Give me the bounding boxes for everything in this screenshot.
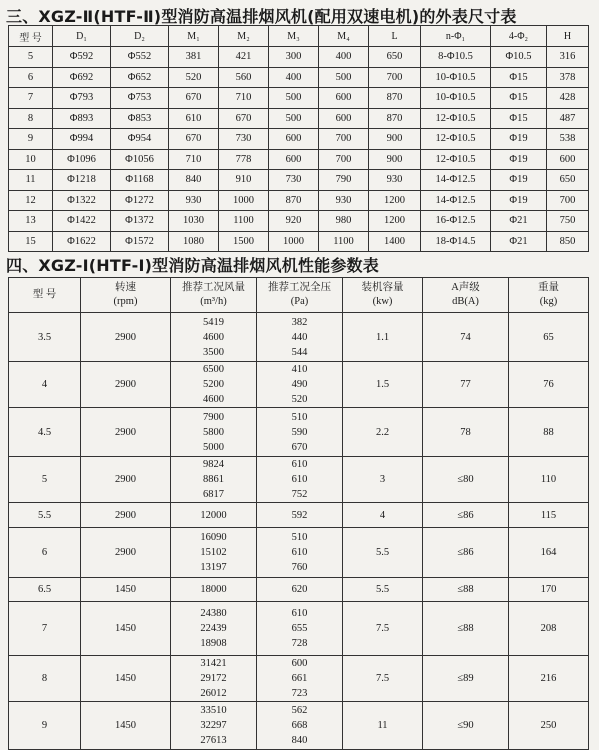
model-cell: 6 — [9, 528, 81, 578]
dimensions-cell: 16-Φ12.5 — [421, 211, 491, 232]
dimensions-cell: 18-Φ14.5 — [421, 231, 491, 252]
dimensions-cell: 980 — [319, 211, 369, 232]
power-cell: 4 — [343, 503, 423, 528]
flow-value: 18908 — [200, 638, 227, 649]
dimensions-cell: Φ1272 — [111, 190, 169, 211]
weight-cell: 115 — [509, 503, 589, 528]
performance-header-line: 推荐工况风量 — [182, 282, 245, 293]
pressure-cell — [257, 528, 343, 578]
performance-row — [9, 408, 589, 457]
weight-cell: 170 — [509, 578, 589, 602]
dimensions-cell: 930 — [369, 170, 421, 191]
pressure-value: 610 — [291, 459, 308, 470]
dimensions-cell: 600 — [319, 108, 369, 129]
dimensions-row — [9, 190, 589, 211]
dimensions-header-cell: M₁ — [169, 26, 219, 47]
dimensions-cell: Φ21 — [491, 231, 547, 252]
noise-cell: ≤86 — [423, 503, 509, 528]
dimensions-cell: 730 — [269, 170, 319, 191]
noise-cell: ≤86 — [423, 528, 509, 578]
flow-cell — [171, 602, 257, 656]
weight-cell: 76 — [509, 362, 589, 408]
performance-row — [9, 313, 589, 362]
dimensions-cell: Φ1372 — [111, 211, 169, 232]
performance-header-line: (rpm) — [113, 296, 138, 307]
dimensions-cell: Φ19 — [491, 190, 547, 211]
flow-cell — [171, 313, 257, 362]
noise-cell: ≤88 — [423, 578, 509, 602]
weight-cell: 110 — [509, 457, 589, 503]
flow-value: 27613 — [200, 735, 227, 746]
model-cell: 5.5 — [9, 503, 81, 528]
dimensions-cell: 400 — [269, 67, 319, 88]
dimensions-cell: Φ552 — [111, 47, 169, 68]
performance-header-line: A声级 — [451, 282, 480, 293]
dimensions-cell: 930 — [169, 190, 219, 211]
flow-value: 7900 — [203, 411, 224, 423]
rpm-cell: 2900 — [81, 313, 171, 362]
pressure-value: 600 — [291, 658, 308, 669]
dimensions-cell: Φ1422 — [53, 211, 111, 232]
noise-cell: ≤90 — [423, 702, 509, 750]
flow-value: 5000 — [203, 441, 224, 453]
dimensions-cell: 487 — [547, 108, 589, 129]
noise-cell: 78 — [423, 408, 509, 457]
dimensions-cell: 790 — [319, 170, 369, 191]
power-cell: 11 — [343, 702, 423, 750]
dimensions-cell: Φ15 — [491, 108, 547, 129]
dimensions-cell: Φ21 — [491, 211, 547, 232]
dimensions-cell: Φ692 — [53, 67, 111, 88]
power-cell: 3 — [343, 457, 423, 503]
pressure-value: 410 — [291, 364, 308, 375]
noise-cell: ≤80 — [423, 457, 509, 503]
flow-value: 6500 — [203, 364, 224, 375]
dimensions-cell: 1200 — [369, 211, 421, 232]
dimensions-cell: Φ652 — [111, 67, 169, 88]
dimensions-table — [8, 25, 589, 252]
dimensions-row — [9, 108, 589, 129]
flow-value: 26012 — [200, 688, 227, 699]
dimensions-header-cell: n-Φ₁ — [421, 26, 491, 47]
flow-value: 12000 — [200, 509, 227, 521]
dimensions-cell: 710 — [169, 149, 219, 170]
performance-header-cell — [343, 278, 423, 313]
dimensions-cell: 14-Φ12.5 — [421, 170, 491, 191]
dimensions-cell: 1080 — [169, 231, 219, 252]
dimensions-row — [9, 149, 589, 170]
dimensions-cell: Φ753 — [111, 88, 169, 109]
dimensions-cell: Φ15 — [491, 67, 547, 88]
dimensions-cell: 1030 — [169, 211, 219, 232]
dimensions-cell: 12-Φ10.5 — [421, 129, 491, 150]
weight-cell: 164 — [509, 528, 589, 578]
performance-row — [9, 528, 589, 578]
power-cell: 1.1 — [343, 313, 423, 362]
dimensions-cell: 13 — [9, 211, 53, 232]
section3-title: 三、XGZ-Ⅱ(HTF-Ⅱ)型消防高温排烟风机(配用双速电机)的外表尺寸表 — [6, 7, 517, 26]
dimensions-header-cell: M₄ — [319, 26, 369, 47]
dimensions-row — [9, 47, 589, 68]
flow-value: 5419 — [203, 316, 224, 328]
pressure-cell — [257, 457, 343, 503]
rpm-cell: 2900 — [81, 457, 171, 503]
dimensions-cell: 8-Φ10.5 — [421, 47, 491, 68]
dimensions-cell: Φ1056 — [111, 149, 169, 170]
performance-header-line: 型 号 — [32, 289, 57, 300]
dimensions-cell: 1000 — [269, 231, 319, 252]
noise-cell: 74 — [423, 313, 509, 362]
performance-row — [9, 578, 589, 602]
dimensions-header-cell: D₁ — [53, 26, 111, 47]
dimensions-cell: 600 — [319, 88, 369, 109]
dimensions-cell: 920 — [269, 211, 319, 232]
model-cell: 4.5 — [9, 408, 81, 457]
dimensions-cell: 400 — [319, 47, 369, 68]
dimensions-row — [9, 170, 589, 191]
dimensions-cell: 870 — [269, 190, 319, 211]
dimensions-cell: Φ592 — [53, 47, 111, 68]
dimensions-cell: 670 — [169, 88, 219, 109]
performance-header-line: (kw) — [372, 296, 393, 307]
dimensions-row — [9, 67, 589, 88]
pressure-cell — [257, 503, 343, 528]
dimensions-cell: 12-Φ10.5 — [421, 149, 491, 170]
model-cell: 6.5 — [9, 578, 81, 602]
dimensions-header-cell: 4-Φ₂ — [491, 26, 547, 47]
performance-header-line: dB(A) — [452, 296, 479, 307]
dimensions-cell: 910 — [219, 170, 269, 191]
weight-cell: 250 — [509, 702, 589, 750]
dimensions-cell: 378 — [547, 67, 589, 88]
flow-value: 22439 — [200, 623, 227, 634]
dimensions-cell: 700 — [319, 129, 369, 150]
dimensions-cell: Φ1572 — [111, 231, 169, 252]
dimensions-cell: 1100 — [319, 231, 369, 252]
dimensions-cell: 870 — [369, 108, 421, 129]
flow-value: 15102 — [200, 547, 227, 558]
performance-header-cell — [9, 278, 81, 313]
dimensions-cell: Φ994 — [53, 129, 111, 150]
flow-cell — [171, 656, 257, 702]
model-cell: 9 — [9, 702, 81, 750]
pressure-value: 655 — [291, 623, 308, 634]
dimensions-cell: 6 — [9, 67, 53, 88]
rpm-cell: 1450 — [81, 702, 171, 750]
pressure-value: 510 — [291, 411, 308, 423]
dimensions-header-cell: L — [369, 26, 421, 47]
pressure-value: 723 — [291, 688, 308, 699]
performance-row — [9, 702, 589, 750]
pressure-value: 728 — [291, 638, 308, 649]
noise-cell: ≤89 — [423, 656, 509, 702]
dimensions-cell: 316 — [547, 47, 589, 68]
performance-header-cell — [423, 278, 509, 313]
performance-header-line: 装机容量 — [361, 282, 404, 293]
pressure-cell — [257, 578, 343, 602]
performance-header-cell — [171, 278, 257, 313]
dimensions-cell: 381 — [169, 47, 219, 68]
dimensions-cell: 600 — [269, 149, 319, 170]
flow-value: 16090 — [200, 532, 227, 543]
dimensions-cell: 12-Φ10.5 — [421, 108, 491, 129]
dimensions-cell: 11 — [9, 170, 53, 191]
dimensions-cell: Φ1622 — [53, 231, 111, 252]
rpm-cell: 2900 — [81, 503, 171, 528]
weight-cell: 65 — [509, 313, 589, 362]
dimensions-cell: 538 — [547, 129, 589, 150]
performance-header-line: 推荐工况全压 — [268, 282, 331, 293]
dimensions-cell: Φ793 — [53, 88, 111, 109]
flow-value: 6817 — [203, 489, 224, 500]
dimensions-cell: Φ1322 — [53, 190, 111, 211]
dimensions-cell: Φ15 — [491, 88, 547, 109]
performance-row — [9, 457, 589, 503]
performance-row — [9, 656, 589, 702]
flow-cell — [171, 578, 257, 602]
dimensions-cell: 730 — [219, 129, 269, 150]
noise-cell: ≤88 — [423, 602, 509, 656]
dimensions-cell: 700 — [547, 190, 589, 211]
flow-value: 5800 — [203, 426, 224, 438]
dimensions-cell: Φ19 — [491, 170, 547, 191]
weight-cell: 216 — [509, 656, 589, 702]
dimensions-row — [9, 231, 589, 252]
dimensions-cell: Φ893 — [53, 108, 111, 129]
dimensions-cell: 1000 — [219, 190, 269, 211]
pressure-value: 592 — [291, 509, 308, 521]
dimensions-row — [9, 211, 589, 232]
performance-header-cell — [257, 278, 343, 313]
flow-value: 13197 — [200, 562, 227, 573]
pressure-value: 610 — [291, 474, 308, 485]
flow-value: 32297 — [200, 720, 227, 731]
pressure-value: 562 — [291, 705, 308, 716]
pressure-value: 760 — [291, 562, 308, 573]
dimensions-cell: 1400 — [369, 231, 421, 252]
pressure-value: 840 — [291, 735, 308, 746]
flow-cell — [171, 528, 257, 578]
pressure-cell — [257, 362, 343, 408]
rpm-cell: 2900 — [81, 362, 171, 408]
rpm-cell: 2900 — [81, 408, 171, 457]
flow-value: 33510 — [200, 705, 227, 716]
dimensions-cell: 650 — [547, 170, 589, 191]
dimensions-cell: 10 — [9, 149, 53, 170]
dimensions-cell: 670 — [169, 129, 219, 150]
dimensions-cell: 8 — [9, 108, 53, 129]
flow-value: 29172 — [200, 673, 227, 684]
dimensions-cell: 850 — [547, 231, 589, 252]
dimensions-cell: Φ19 — [491, 129, 547, 150]
dimensions-cell: 700 — [319, 149, 369, 170]
dimensions-cell: 421 — [219, 47, 269, 68]
dimensions-cell: 300 — [269, 47, 319, 68]
dimensions-header-cell: 型 号 — [9, 26, 53, 47]
pressure-cell — [257, 602, 343, 656]
rpm-cell: 1450 — [81, 602, 171, 656]
dimensions-cell: 670 — [219, 108, 269, 129]
dimensions-cell: 9 — [9, 129, 53, 150]
dimensions-header-cell: M₃ — [269, 26, 319, 47]
pressure-value: 752 — [291, 489, 308, 500]
dimensions-cell: 500 — [269, 88, 319, 109]
section4-title: 四、XGZ-Ⅰ(HTF-Ⅰ)型消防高温排烟风机性能参数表 — [6, 256, 379, 275]
flow-cell — [171, 503, 257, 528]
weight-cell: 208 — [509, 602, 589, 656]
rpm-cell: 2900 — [81, 528, 171, 578]
flow-value: 18000 — [200, 584, 227, 595]
pressure-value: 382 — [291, 316, 308, 328]
performance-header-cell — [81, 278, 171, 313]
rpm-cell: 1450 — [81, 578, 171, 602]
power-cell: 5.5 — [343, 578, 423, 602]
dimensions-cell: 500 — [269, 108, 319, 129]
flow-value: 4600 — [203, 394, 224, 405]
dimensions-cell: 10-Φ10.5 — [421, 67, 491, 88]
dimensions-cell: 10-Φ10.5 — [421, 88, 491, 109]
dimensions-header-cell: D₂ — [111, 26, 169, 47]
performance-header-line: 重量 — [538, 282, 559, 293]
noise-cell: 77 — [423, 362, 509, 408]
performance-header-line: 转速 — [115, 282, 136, 293]
flow-cell — [171, 408, 257, 457]
power-cell: 7.5 — [343, 656, 423, 702]
pressure-value: 610 — [291, 547, 308, 558]
power-cell: 2.2 — [343, 408, 423, 457]
flow-value: 5200 — [203, 379, 224, 390]
dimensions-cell: Φ853 — [111, 108, 169, 129]
dimensions-cell: 650 — [369, 47, 421, 68]
dimensions-cell: Φ10.5 — [491, 47, 547, 68]
dimensions-cell: 12 — [9, 190, 53, 211]
pressure-value: 520 — [291, 394, 308, 405]
flow-value: 9824 — [203, 459, 224, 470]
dimensions-cell: 1100 — [219, 211, 269, 232]
pressure-value: 490 — [291, 379, 308, 390]
performance-header-cell — [509, 278, 589, 313]
dimensions-cell: 900 — [369, 149, 421, 170]
weight-cell: 88 — [509, 408, 589, 457]
dimensions-cell: 560 — [219, 67, 269, 88]
pressure-value: 440 — [291, 331, 308, 343]
dimensions-cell: 15 — [9, 231, 53, 252]
dimensions-cell: 600 — [547, 149, 589, 170]
pressure-cell — [257, 408, 343, 457]
dimensions-row — [9, 88, 589, 109]
dimensions-cell: 5 — [9, 47, 53, 68]
flow-value: 24380 — [200, 608, 227, 619]
dimensions-cell: 870 — [369, 88, 421, 109]
flow-cell — [171, 362, 257, 408]
model-cell: 3.5 — [9, 313, 81, 362]
dimensions-cell: Φ1168 — [111, 170, 169, 191]
dimensions-cell: 930 — [319, 190, 369, 211]
rpm-cell: 1450 — [81, 656, 171, 702]
dimensions-header-cell: M₂ — [219, 26, 269, 47]
dimensions-cell: 710 — [219, 88, 269, 109]
flow-value: 3500 — [203, 346, 224, 358]
pressure-value: 544 — [291, 346, 308, 358]
model-cell: 5 — [9, 457, 81, 503]
flow-value: 8861 — [203, 474, 224, 485]
dimensions-cell: 500 — [319, 67, 369, 88]
pressure-cell — [257, 702, 343, 750]
dimensions-cell: 1500 — [219, 231, 269, 252]
pressure-cell — [257, 656, 343, 702]
power-cell: 7.5 — [343, 602, 423, 656]
dimensions-cell: 14-Φ12.5 — [421, 190, 491, 211]
pressure-value: 668 — [291, 720, 308, 731]
power-cell: 1.5 — [343, 362, 423, 408]
power-cell: 5.5 — [343, 528, 423, 578]
performance-row — [9, 602, 589, 656]
pressure-value: 661 — [291, 673, 308, 684]
dimensions-row — [9, 129, 589, 150]
pressure-value: 610 — [291, 608, 308, 619]
performance-row — [9, 503, 589, 528]
pressure-value: 620 — [291, 584, 308, 595]
model-cell: 7 — [9, 602, 81, 656]
dimensions-cell: 428 — [547, 88, 589, 109]
dimensions-cell: Φ1218 — [53, 170, 111, 191]
pressure-value: 590 — [291, 426, 308, 438]
pressure-value: 670 — [291, 441, 308, 453]
dimensions-cell: 600 — [269, 129, 319, 150]
pressure-value: 510 — [291, 532, 308, 543]
dimensions-cell: 1200 — [369, 190, 421, 211]
dimensions-cell: 7 — [9, 88, 53, 109]
flow-cell — [171, 702, 257, 750]
flow-value: 4600 — [203, 331, 224, 343]
dimensions-header-cell: H — [547, 26, 589, 47]
dimensions-cell: Φ19 — [491, 149, 547, 170]
dimensions-cell: 520 — [169, 67, 219, 88]
performance-header-row — [9, 278, 589, 313]
model-cell: 8 — [9, 656, 81, 702]
flow-value: 31421 — [200, 658, 227, 669]
dimensions-cell: 700 — [369, 67, 421, 88]
dimensions-cell: Φ954 — [111, 129, 169, 150]
flow-cell — [171, 457, 257, 503]
dimensions-cell: Φ1096 — [53, 149, 111, 170]
performance-header-line: (m³/h) — [200, 296, 227, 307]
performance-table — [8, 277, 589, 750]
dimensions-cell: 750 — [547, 211, 589, 232]
dimensions-cell: 840 — [169, 170, 219, 191]
dimensions-cell: 900 — [369, 129, 421, 150]
performance-header-line: (kg) — [539, 296, 558, 307]
model-cell: 4 — [9, 362, 81, 408]
dimensions-cell: 778 — [219, 149, 269, 170]
performance-header-line: (Pa) — [290, 296, 309, 307]
dimensions-cell: 610 — [169, 108, 219, 129]
pressure-cell — [257, 313, 343, 362]
dimensions-header-row — [9, 26, 589, 47]
performance-row — [9, 362, 589, 408]
